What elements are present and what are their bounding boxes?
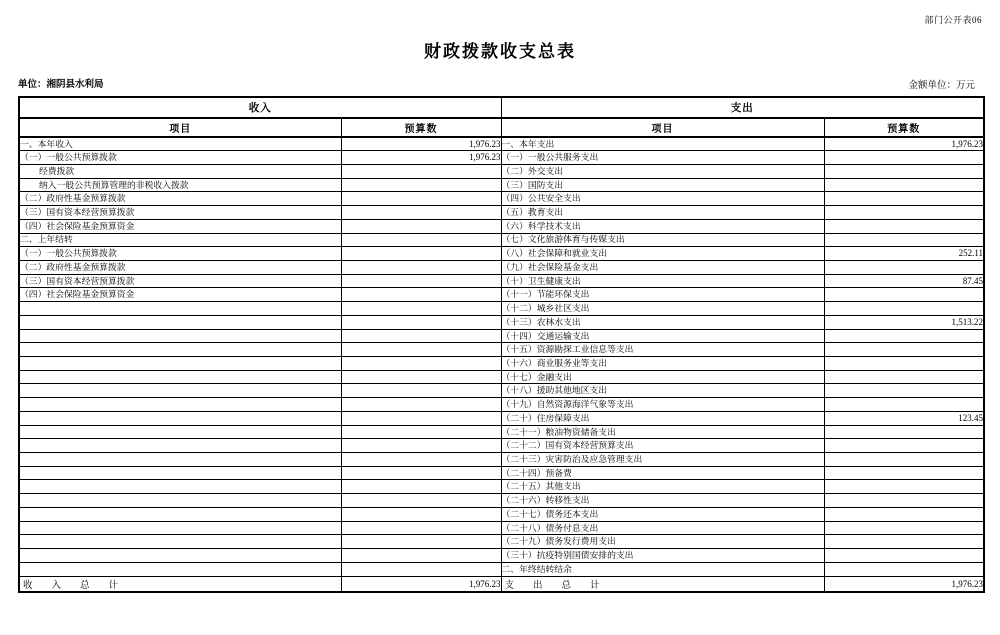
expense-value-cell [824,260,984,274]
income-value-cell [341,233,501,247]
table-row [19,507,984,521]
table-row [19,247,984,261]
expense-value-cell [824,192,984,206]
income-value-cell [341,384,501,398]
table-row [19,219,984,233]
table-row [19,535,984,549]
table-row [19,466,984,480]
income-item-cell: （三）国有资本经营预算拨款 [19,206,341,220]
total-row [19,576,984,592]
income-total-value: 1,976.23 [341,576,501,592]
income-item-column-header: 项目 [19,118,341,137]
income-section-header: 收入 [19,97,501,118]
expense-value-cell [824,384,984,398]
income-value-cell [341,425,501,439]
income-item-cell: （二）政府性基金预算拨款 [19,192,341,206]
expense-item-column-header: 项目 [501,118,824,137]
income-item-cell: （四）社会保险基金预算资金 [19,219,341,233]
expense-total-value: 1,976.23 [824,576,984,592]
table-row [19,549,984,563]
income-value-cell [341,206,501,220]
income-value-cell [341,453,501,467]
expense-total-label: 支 出 总 计 [501,576,824,592]
table-row [19,398,984,412]
expense-value-cell: 252.11 [824,247,984,261]
income-value-cell [341,480,501,494]
expense-item-cell: （十四）交通运输支出 [501,329,824,343]
expense-item-cell: （一）一般公共服务支出 [501,151,824,165]
corner-form-number: 部门公开表06 [924,15,982,25]
income-value-cell [341,260,501,274]
table-row [19,206,984,220]
income-value-cell: 1,976.23 [341,151,501,165]
table-row [19,562,984,576]
income-item-cell [19,535,341,549]
table-row [19,233,984,247]
expense-value-cell [824,357,984,371]
income-value-cell [341,164,501,178]
expense-budget-column-header: 预算数 [824,118,984,137]
income-value-cell [341,466,501,480]
expense-value-cell [824,535,984,549]
expense-item-cell: （二十九）债务发行费用支出 [501,535,824,549]
expense-item-cell: （十二）城乡社区支出 [501,302,824,316]
income-value-cell [341,288,501,302]
income-value-cell [341,535,501,549]
income-item-cell [19,466,341,480]
table-row [19,329,984,343]
expense-value-cell [824,425,984,439]
expense-value-cell [824,343,984,357]
income-value-cell [341,247,501,261]
section-header-row [19,97,984,118]
income-value-cell [341,315,501,329]
expense-item-cell: （二十七）债务还本支出 [501,507,824,521]
expense-value-cell [824,480,984,494]
income-value-cell [341,549,501,563]
expense-item-cell: （二十五）其他支出 [501,480,824,494]
expense-value-cell [824,439,984,453]
income-item-cell [19,549,341,563]
income-item-cell: 纳入一般公共预算管理的非税收入拨款 [19,178,341,192]
expense-item-cell: （十五）资源勘探工业信息等支出 [501,343,824,357]
income-item-cell [19,411,341,425]
expense-item-cell: （二十二）国有资本经营预算支出 [501,439,824,453]
expense-value-cell: 1,513.22 [824,315,984,329]
table-row [19,411,984,425]
income-item-cell: 一、本年收入 [19,137,341,151]
income-item-cell [19,329,341,343]
income-item-cell [19,315,341,329]
income-value-cell [341,357,501,371]
income-value-cell [341,439,501,453]
income-value-cell [341,494,501,508]
table-row [19,315,984,329]
income-value-cell [341,411,501,425]
expense-value-cell [824,233,984,247]
expense-item-cell: （十一）节能环保支出 [501,288,824,302]
income-value-cell [341,562,501,576]
income-item-cell: （一）一般公共预算拨款 [19,151,341,165]
income-budget-column-header: 预算数 [341,118,501,137]
expense-value-cell [824,398,984,412]
expense-item-cell: （四）公共安全支出 [501,192,824,206]
budget-table [18,96,985,593]
expense-value-cell [824,288,984,302]
expense-value-cell [824,562,984,576]
expense-value-cell [824,219,984,233]
table-row [19,494,984,508]
income-item-cell [19,562,341,576]
expense-item-cell: （二）外交支出 [501,164,824,178]
expense-value-cell: 1,976.23 [824,137,984,151]
income-item-cell: （四）社会保险基金预算资金 [19,288,341,302]
budget-table-footer [19,576,984,592]
income-item-cell: （一）一般公共预算拨款 [19,247,341,261]
income-item-cell [19,453,341,467]
expense-value-cell [824,507,984,521]
expense-item-cell: （九）社会保险基金支出 [501,260,824,274]
income-value-cell [341,370,501,384]
income-item-cell: 经费拨款 [19,164,341,178]
table-row [19,453,984,467]
expense-item-cell: （十）卫生健康支出 [501,274,824,288]
expense-item-cell: （十六）商业服务业等支出 [501,357,824,371]
table-row [19,260,984,274]
table-row [19,343,984,357]
table-row [19,178,984,192]
expense-value-cell [824,206,984,220]
expense-item-cell: （三十）抗疫特别国债安排的支出 [501,549,824,563]
table-row [19,357,984,371]
budget-table-header [19,97,984,137]
table-row [19,151,984,165]
expense-value-cell [824,494,984,508]
income-value-cell [341,192,501,206]
expense-value-cell [824,164,984,178]
table-body [19,137,984,576]
expense-item-cell: （三）国防支出 [501,178,824,192]
income-value-cell [341,302,501,316]
expense-item-cell: 二、年终结转结余 [501,562,824,576]
expense-value-cell [824,549,984,563]
income-item-cell [19,480,341,494]
income-item-cell [19,398,341,412]
table-row [19,302,984,316]
expense-value-cell [824,329,984,343]
expense-item-cell: （二十）住房保障支出 [501,411,824,425]
income-value-cell [341,219,501,233]
table-row [19,164,984,178]
table-row [19,439,984,453]
income-item-cell [19,494,341,508]
income-item-cell [19,302,341,316]
expense-item-cell: （二十一）粮油物资储备支出 [501,425,824,439]
income-item-cell [19,370,341,384]
expense-value-cell [824,466,984,480]
expense-item-cell: （十三）农林水支出 [501,315,824,329]
expense-value-cell [824,151,984,165]
income-value-cell: 1,976.23 [341,137,501,151]
page-title: 财政拨款收支总表 [424,42,576,61]
income-item-cell: （二）政府性基金预算拨款 [19,260,341,274]
expense-value-cell: 123.45 [824,411,984,425]
income-item-cell [19,521,341,535]
expense-item-cell: （二十八）债务付息支出 [501,521,824,535]
expense-item-cell: 一、本年支出 [501,137,824,151]
expense-item-cell: （十七）金融支出 [501,370,824,384]
income-value-cell [341,521,501,535]
expense-item-cell: （二十六）转移性支出 [501,494,824,508]
expense-value-cell: 87.45 [824,274,984,288]
income-item-cell [19,384,341,398]
income-item-cell [19,439,341,453]
table-row [19,370,984,384]
expense-item-cell: （八）社会保障和就业支出 [501,247,824,261]
expense-item-cell: （五）教育支出 [501,206,824,220]
income-value-cell [341,398,501,412]
table-row [19,274,984,288]
table-row [19,192,984,206]
expense-value-cell [824,302,984,316]
expense-item-cell: （二十三）灾害防治及应急管理支出 [501,453,824,467]
expense-item-cell: （十八）援助其他地区支出 [501,384,824,398]
amount-unit-label: 金额单位：万元 [908,81,975,91]
income-item-cell: （三）国有资本经营预算拨款 [19,274,341,288]
expense-value-cell [824,453,984,467]
income-item-cell: 二、上年结转 [19,233,341,247]
table-row [19,425,984,439]
table-row [19,384,984,398]
income-item-cell [19,357,341,371]
income-value-cell [341,329,501,343]
income-value-cell [341,274,501,288]
income-total-label: 收 入 总 计 [19,576,341,592]
income-item-cell [19,507,341,521]
expense-item-cell: （七）文化旅游体育与传媒支出 [501,233,824,247]
income-item-cell [19,343,341,357]
expense-value-cell [824,370,984,384]
expense-item-cell: （二十四）预备费 [501,466,824,480]
table-row [19,137,984,151]
expense-section-header: 支出 [501,97,984,118]
income-value-cell [341,343,501,357]
income-value-cell [341,507,501,521]
income-item-cell [19,425,341,439]
unit-label: 单位：湘阴县水利局 [18,80,104,90]
table-row [19,521,984,535]
expense-value-cell [824,521,984,535]
expense-item-cell: （六）科学技术支出 [501,219,824,233]
table-row [19,480,984,494]
expense-value-cell [824,178,984,192]
income-value-cell [341,178,501,192]
expense-item-cell: （十九）自然资源海洋气象等支出 [501,398,824,412]
table-row [19,288,984,302]
column-header-row [19,118,984,137]
